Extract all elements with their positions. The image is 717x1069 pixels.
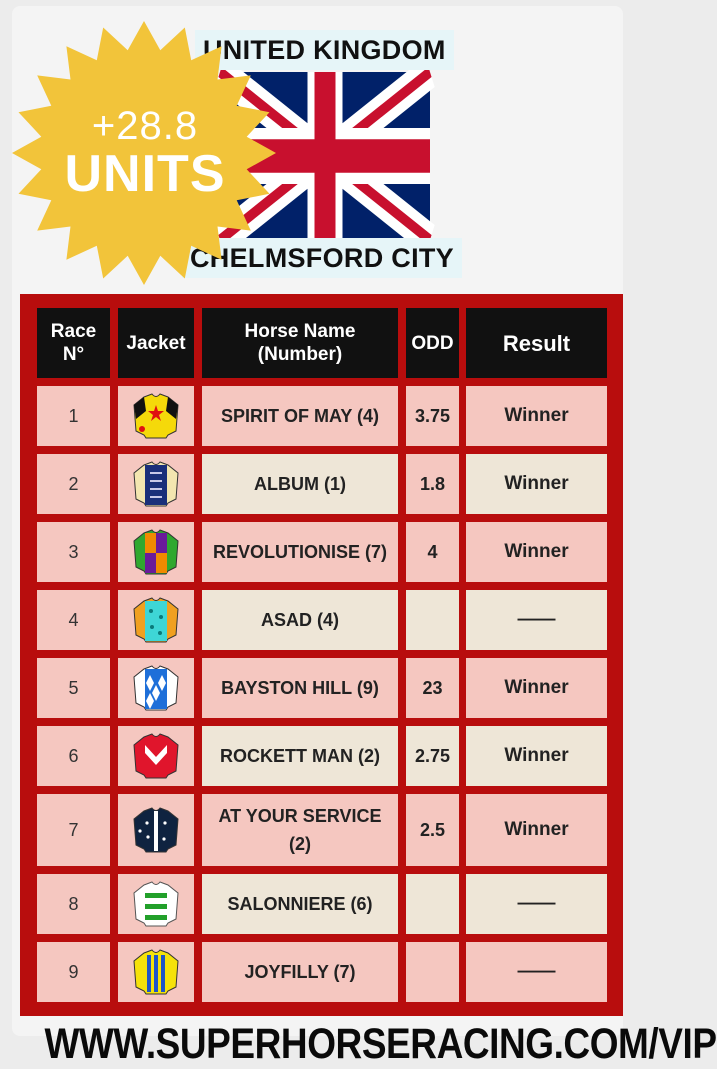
header-odd: ODD	[406, 308, 459, 378]
horse-name: REVOLUTIONISE (7)	[202, 522, 398, 582]
table-row	[20, 590, 623, 650]
country-title: UNITED KINGDOM	[195, 30, 454, 70]
jacket-cell	[118, 726, 194, 786]
race-number: 9	[37, 942, 110, 1002]
dark-navy-white-stars-jacket-icon	[130, 805, 182, 855]
units-label: UNITS	[64, 145, 226, 203]
table-row	[20, 386, 623, 446]
table-row	[20, 658, 623, 718]
jacket-cell	[118, 590, 194, 650]
race-number: 1	[37, 386, 110, 446]
odd-value	[406, 874, 459, 934]
odd-value	[406, 942, 459, 1002]
header-jacket: Jacket	[118, 308, 194, 378]
purple-orange-green-jacket-icon	[130, 527, 182, 577]
units-value: +28.8	[91, 104, 199, 148]
navy-yellow-jacket-icon	[130, 459, 182, 509]
turquoise-orange-jacket-icon	[130, 595, 182, 645]
white-green-hoops-jacket-icon	[130, 879, 182, 929]
odd-value: 2.75	[406, 726, 459, 786]
odd-value: 4	[406, 522, 459, 582]
jacket-cell	[118, 454, 194, 514]
header-race-line2: N°	[62, 344, 85, 365]
odd-value: 2.5	[406, 794, 459, 866]
jacket-cell	[118, 942, 194, 1002]
race-number: 3	[37, 522, 110, 582]
venue-title: CHELMSFORD CITY	[182, 238, 462, 278]
header-horse-line1: Horse Name	[244, 321, 356, 342]
table-row	[20, 942, 623, 1002]
header-horse-line2: (Number)	[257, 344, 343, 365]
header-result: Result	[466, 308, 607, 378]
table-row	[20, 726, 623, 786]
odd-value: 3.75	[406, 386, 459, 446]
table-row	[20, 522, 623, 582]
horse-name: BAYSTON HILL (9)	[202, 658, 398, 718]
table-row	[20, 794, 623, 866]
horse-name: ASAD (4)	[202, 590, 398, 650]
result-value: Winner	[466, 726, 607, 786]
results-table	[20, 294, 623, 1016]
result-value: ——	[466, 590, 607, 650]
horse-name: ALBUM (1)	[202, 454, 398, 514]
header-race-line1: Race	[50, 321, 97, 342]
race-number: 7	[37, 794, 110, 866]
race-number: 6	[37, 726, 110, 786]
horse-name: SALONNIERE (6)	[202, 874, 398, 934]
horse-name-line1: AT YOUR SERVICE	[218, 806, 382, 826]
table-row	[20, 454, 623, 514]
result-value: ——	[466, 874, 607, 934]
odd-value	[406, 590, 459, 650]
horse-name-line2: (2)	[289, 834, 311, 854]
odd-value: 23	[406, 658, 459, 718]
jacket-cell	[118, 794, 194, 866]
jacket-cell	[118, 386, 194, 446]
header-race	[37, 308, 110, 378]
result-value: Winner	[466, 454, 607, 514]
odd-value: 1.8	[406, 454, 459, 514]
yellow-royal-blue-stripes-jacket-icon	[130, 947, 182, 997]
header-horse	[202, 308, 398, 378]
horse-name	[202, 794, 398, 866]
race-number: 8	[37, 874, 110, 934]
yellow-black-red-star-jacket-icon	[130, 391, 182, 441]
race-number: 5	[37, 658, 110, 718]
jacket-cell	[118, 874, 194, 934]
result-value: Winner	[466, 522, 607, 582]
jacket-cell	[118, 522, 194, 582]
table-row	[20, 874, 623, 934]
red-white-chevron-jacket-icon	[130, 731, 182, 781]
table-header-row	[20, 308, 623, 378]
result-value: Winner	[466, 794, 607, 866]
result-value: Winner	[466, 658, 607, 718]
horse-name: JOYFILLY (7)	[202, 942, 398, 1002]
blue-white-diamonds-jacket-icon	[130, 663, 182, 713]
result-value: ——	[466, 942, 607, 1002]
jacket-cell	[118, 658, 194, 718]
result-value: Winner	[466, 386, 607, 446]
horse-name: ROCKETT MAN (2)	[202, 726, 398, 786]
footer-url: WWW.SUPERHORSERACING.COM/VIP	[44, 1020, 717, 1068]
race-number: 4	[37, 590, 110, 650]
horse-name: SPIRIT OF MAY (4)	[202, 386, 398, 446]
race-number: 2	[37, 454, 110, 514]
